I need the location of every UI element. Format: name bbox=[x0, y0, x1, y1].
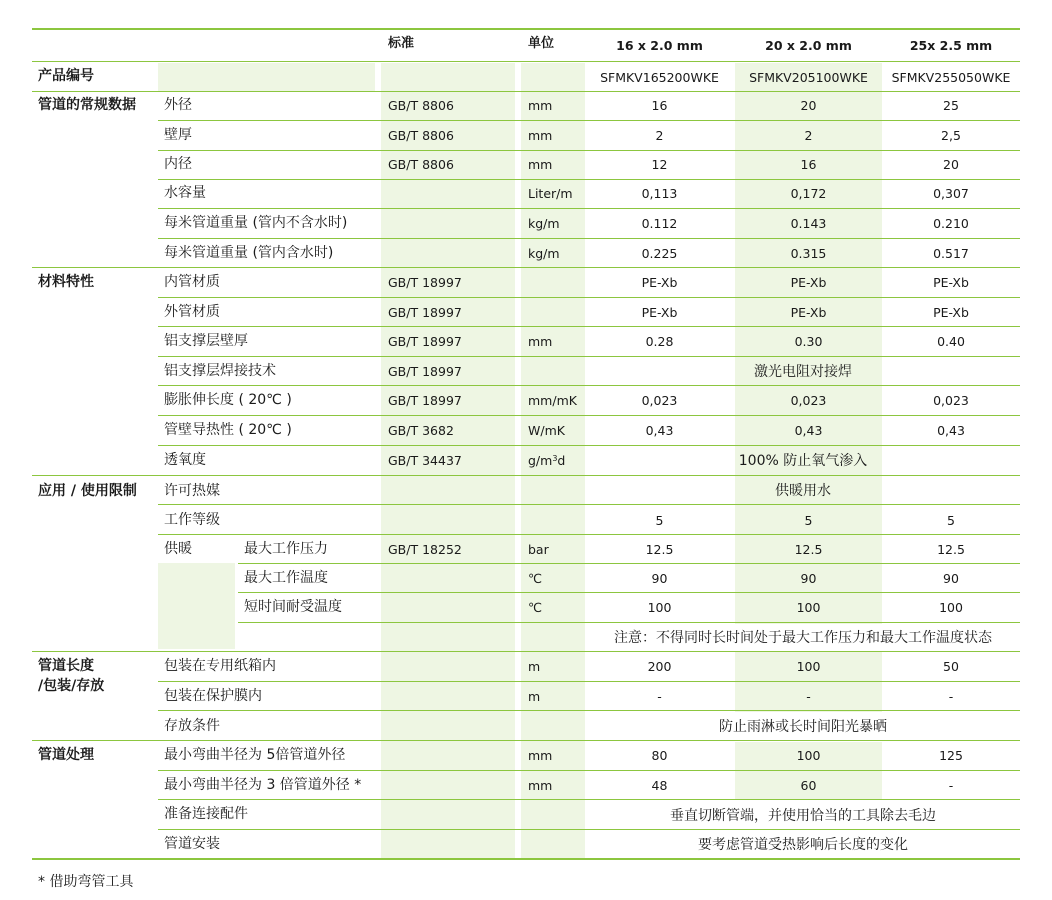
value-16: PE-Xb bbox=[641, 275, 678, 290]
value-16: - bbox=[657, 689, 662, 704]
header-rule bbox=[32, 61, 1020, 62]
row-label: 许可热媒 bbox=[164, 483, 220, 499]
category-product: 产品编号 bbox=[38, 68, 94, 84]
value-20: PE-Xb bbox=[790, 305, 827, 320]
row-standard: GB/T 18997 bbox=[388, 275, 462, 290]
row-label: 每米管道重量 (管内不含水时) bbox=[164, 215, 348, 231]
row-label: 最大工作温度 bbox=[244, 570, 328, 586]
row-standard: GB/T 18997 bbox=[388, 364, 462, 379]
value-20: 90 bbox=[800, 571, 817, 586]
value-16: 0,43 bbox=[645, 423, 674, 438]
header-16: 16 x 2.0 mm bbox=[616, 38, 703, 53]
rule-after-general bbox=[32, 267, 1020, 268]
row-label: 透氧度 bbox=[164, 452, 206, 468]
row-unit: mm bbox=[528, 157, 553, 172]
value-25: 25 bbox=[943, 98, 959, 113]
value-25: 0.40 bbox=[937, 334, 965, 349]
row-unit: mm/mK bbox=[528, 393, 577, 408]
row-separator bbox=[158, 445, 1020, 446]
row-unit: mm bbox=[528, 778, 553, 793]
row-label: 包装在专用纸箱内 bbox=[164, 658, 276, 674]
value-25: 12.5 bbox=[937, 542, 965, 557]
value-25: 0,023 bbox=[933, 393, 969, 408]
rule-after-product bbox=[32, 91, 1020, 92]
value-25: 100 bbox=[939, 600, 963, 615]
value-16: 200 bbox=[647, 659, 672, 674]
value-25: 0.210 bbox=[933, 216, 969, 231]
row-label: 水容量 bbox=[164, 185, 206, 201]
bottom-rule bbox=[32, 858, 1020, 860]
spanning-value: 激光电阻对接焊 bbox=[754, 364, 852, 380]
note-text: 注意：不得同时长时间处于最大工作压力和最大工作温度状态 bbox=[614, 630, 992, 646]
category-application: 应用 / 使用限制 bbox=[38, 483, 137, 499]
row-unit: m bbox=[528, 689, 541, 704]
value-20: 100 bbox=[796, 600, 821, 615]
row-standard: GB/T 18252 bbox=[388, 542, 462, 557]
row-unit: bar bbox=[528, 542, 549, 557]
row-separator bbox=[158, 770, 1020, 771]
row-separator bbox=[158, 208, 1020, 209]
row-standard: GB/T 18997 bbox=[388, 334, 462, 349]
row-separator bbox=[158, 534, 1020, 535]
row-unit: Liter/m bbox=[528, 186, 573, 201]
value-20: 0,172 bbox=[790, 186, 827, 201]
row-separator bbox=[158, 829, 1020, 830]
value-20: - bbox=[806, 689, 811, 704]
value-25: 0.517 bbox=[933, 246, 969, 261]
value-16: 12.5 bbox=[645, 542, 674, 557]
row-unit: mm bbox=[528, 748, 553, 763]
row-standard: GB/T 34437 bbox=[388, 453, 462, 468]
row-label: 内管材质 bbox=[164, 274, 220, 290]
value-16: 80 bbox=[651, 748, 668, 763]
row-standard: GB/T 8806 bbox=[388, 157, 454, 172]
value-16: 90 bbox=[651, 571, 668, 586]
value-16: 48 bbox=[651, 778, 668, 793]
row-label: 壁厚 bbox=[164, 127, 192, 143]
row-unit: mm bbox=[528, 334, 553, 349]
value-25: - bbox=[948, 689, 954, 704]
row-separator bbox=[238, 622, 1020, 623]
product-code-16: SFMKV165200WKE bbox=[600, 70, 719, 85]
value-20: 20 bbox=[800, 98, 817, 113]
top-rule bbox=[32, 28, 1020, 30]
label-column-shade bbox=[158, 63, 375, 91]
value-20: 0,023 bbox=[790, 393, 827, 408]
row-standard: GB/T 18997 bbox=[388, 305, 462, 320]
value-16: 5 bbox=[655, 513, 664, 528]
value-25: 2,5 bbox=[941, 128, 961, 143]
row-unit: kg/m bbox=[528, 216, 560, 231]
value-20: 16 bbox=[800, 157, 817, 172]
category-length-2: /包装/存放 bbox=[38, 678, 105, 694]
row-unit: ℃ bbox=[528, 571, 543, 586]
product-code-25: SFMKV255050WKE bbox=[891, 70, 1011, 85]
row-separator bbox=[158, 415, 1020, 416]
row-separator bbox=[158, 385, 1020, 386]
value-20: 0,43 bbox=[794, 423, 823, 438]
value-16: 0,023 bbox=[641, 393, 678, 408]
row-label: 外管材质 bbox=[164, 304, 220, 320]
row-label: 每米管道重量 (管内含水时) bbox=[164, 245, 334, 261]
footnote: * 借助弯管工具 bbox=[38, 874, 134, 890]
value-20: 12.5 bbox=[794, 542, 823, 557]
row-unit bbox=[528, 451, 565, 471]
rule-after-application bbox=[32, 651, 1020, 652]
value-20: 5 bbox=[804, 513, 813, 528]
row-label: 管壁导热性 ( 20℃ ) bbox=[164, 422, 292, 438]
row-separator bbox=[158, 238, 1020, 239]
unit-sup: 3 bbox=[552, 454, 558, 463]
value-20: PE-Xb bbox=[790, 275, 827, 290]
row-unit: m bbox=[528, 659, 541, 674]
value-16: 16 bbox=[651, 98, 668, 113]
value-16: 2 bbox=[655, 128, 664, 143]
row-label: 膨胀伸长度 ( 20℃ ) bbox=[164, 392, 292, 408]
row-separator bbox=[158, 356, 1020, 357]
row-separator bbox=[238, 563, 1020, 564]
row-unit: W/mK bbox=[528, 423, 565, 438]
row-label: 外径 bbox=[164, 97, 192, 113]
row-standard: GB/T 8806 bbox=[388, 98, 454, 113]
row-separator bbox=[158, 710, 1020, 711]
header-standard: 标准 bbox=[388, 36, 415, 51]
rule-after-material bbox=[32, 475, 1020, 476]
spanning-value: 供暖用水 bbox=[775, 483, 831, 499]
header-20: 20 x 2.0 mm bbox=[765, 38, 852, 53]
value-20: 60 bbox=[800, 778, 817, 793]
spanning-value: 要考虑管道受热影响后长度的变化 bbox=[698, 837, 908, 853]
value-20: 0.143 bbox=[790, 216, 827, 231]
value-25: - bbox=[948, 778, 954, 793]
category-handling: 管道处理 bbox=[38, 747, 94, 763]
category-material: 材料特性 bbox=[38, 274, 94, 290]
product-code-20: SFMKV205100WKE bbox=[749, 70, 868, 85]
value-16: 0,113 bbox=[641, 186, 678, 201]
row-label: 包装在保护膜内 bbox=[164, 688, 262, 704]
row-label: 铝支撑层壁厚 bbox=[164, 333, 248, 349]
value-20: 0.30 bbox=[794, 334, 823, 349]
row-separator bbox=[158, 504, 1020, 505]
value-16: 100 bbox=[647, 600, 672, 615]
category-length: 管道长度 bbox=[38, 658, 94, 674]
value-25: 90 bbox=[943, 571, 959, 586]
row-separator bbox=[158, 150, 1020, 151]
spanning-value: 垂直切断管端，并使用恰当的工具除去毛边 bbox=[670, 808, 936, 824]
row-unit: ℃ bbox=[528, 600, 543, 615]
value-25: 5 bbox=[947, 513, 955, 528]
row-label: 管道安装 bbox=[164, 836, 220, 852]
row-label: 准备连接配件 bbox=[164, 806, 248, 822]
value-25: 20 bbox=[943, 157, 959, 172]
row-separator bbox=[158, 326, 1020, 327]
row-label: 铝支撑层焊接技术 bbox=[164, 363, 276, 379]
heating-column-shade bbox=[158, 563, 235, 649]
value-16: PE-Xb bbox=[641, 305, 678, 320]
header-25: 25x 2.5 mm bbox=[909, 38, 993, 53]
row-unit: mm bbox=[528, 98, 553, 113]
value-16: 12 bbox=[651, 157, 668, 172]
row-separator bbox=[158, 120, 1020, 121]
value-16: 0.225 bbox=[641, 246, 678, 261]
row-separator bbox=[238, 592, 1020, 593]
row-separator bbox=[158, 297, 1020, 298]
value-20: 0.315 bbox=[790, 246, 827, 261]
rule-after-length bbox=[32, 740, 1020, 741]
row-label: 最小弯曲半径为 3 倍管道外径 * bbox=[164, 777, 362, 793]
row-unit: mm bbox=[528, 128, 553, 143]
value-16: 0.28 bbox=[645, 334, 674, 349]
header-unit: 单位 bbox=[528, 36, 555, 51]
value-25: 0,307 bbox=[933, 186, 969, 201]
row-label: 短时间耐受温度 bbox=[244, 599, 342, 615]
spanning-value: 防止雨淋或长时间阳光暴晒 bbox=[719, 719, 887, 735]
value-16: 0.112 bbox=[641, 216, 678, 231]
row-label: 存放条件 bbox=[164, 718, 220, 734]
unit-base: g/m bbox=[528, 453, 553, 468]
row-label: 最大工作压力 bbox=[244, 541, 328, 557]
heating-label: 供暖 bbox=[164, 541, 192, 557]
row-standard: GB/T 8806 bbox=[388, 128, 454, 143]
row-separator bbox=[158, 799, 1020, 800]
value-20: 2 bbox=[804, 128, 813, 143]
spanning-value: 100% 防止氧气渗入 bbox=[738, 453, 868, 469]
value-25: PE-Xb bbox=[933, 305, 969, 320]
category-general: 管道的常规数据 bbox=[38, 97, 136, 113]
row-separator bbox=[158, 681, 1020, 682]
row-label: 内径 bbox=[164, 156, 192, 172]
value-25: 50 bbox=[943, 659, 959, 674]
row-unit: kg/m bbox=[528, 246, 560, 261]
value-25: PE-Xb bbox=[933, 275, 969, 290]
row-label: 最小弯曲半径为 5倍管道外径 bbox=[164, 747, 346, 763]
value-20: 100 bbox=[796, 748, 821, 763]
value-25: 0,43 bbox=[937, 423, 965, 438]
value-20: 100 bbox=[796, 659, 821, 674]
row-label: 工作等级 bbox=[164, 512, 220, 528]
unit-tail: d bbox=[557, 453, 566, 468]
row-standard: GB/T 18997 bbox=[388, 393, 462, 408]
value-25: 125 bbox=[939, 748, 963, 763]
row-standard: GB/T 3682 bbox=[388, 423, 454, 438]
row-separator bbox=[158, 179, 1020, 180]
